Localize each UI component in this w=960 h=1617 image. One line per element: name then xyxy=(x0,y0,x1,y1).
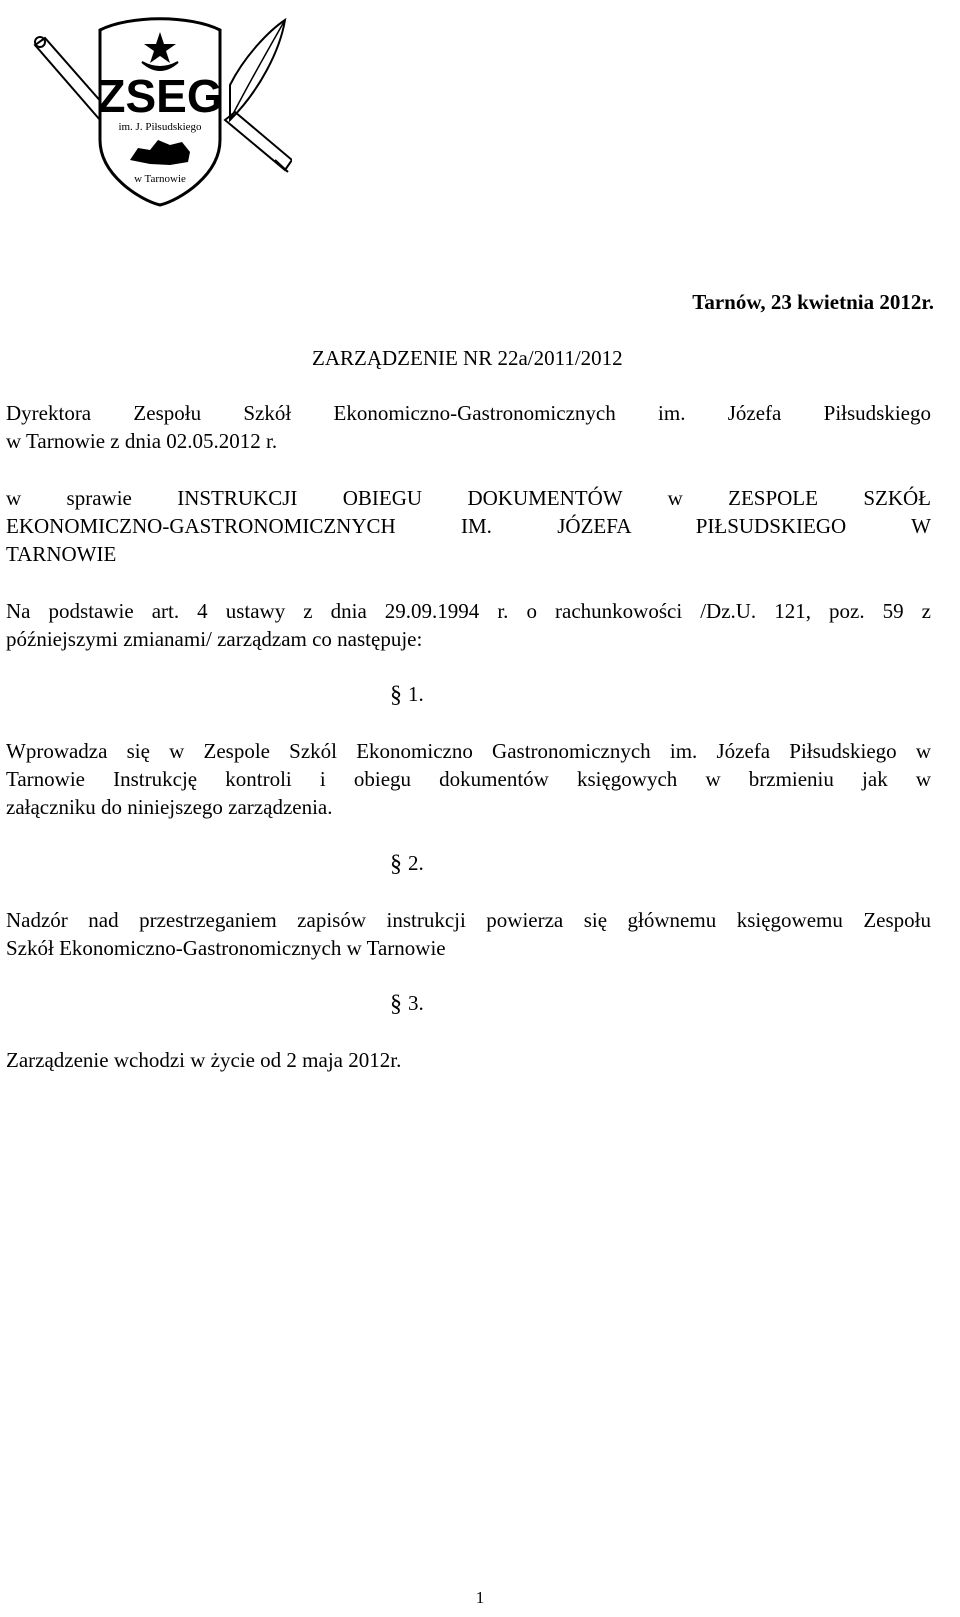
logo-patron: im. J. Piłsudskiego xyxy=(118,121,202,133)
section-3-paragraph xyxy=(6,1046,931,1074)
section-3-heading xyxy=(390,991,424,1018)
section-sign: § xyxy=(390,991,402,1017)
section-2-line-1: Nadzór nad przestrzeganiem zapisów instrukcji powierza się głównemu księgowemu Zespołu xyxy=(6,908,931,932)
section-2-heading xyxy=(390,851,424,878)
document-title: ZARZĄDZENIE NR 22a/2011/2012 xyxy=(312,346,623,370)
legal-basis-paragraph xyxy=(6,597,931,653)
basis-line-2: późniejszymi zmianami/ zarządzam co następuje: xyxy=(6,627,423,651)
section-3-line-1: Zarządzenie wchodzi w życie od 2 maja 2012r. xyxy=(6,1048,402,1072)
page-number: 1 xyxy=(475,1588,485,1607)
section-2-line-2: Szkół Ekonomiczno-Gastronomicznych w Tarnowie xyxy=(6,936,446,960)
section-number: 1. xyxy=(408,682,424,706)
section-number: 2. xyxy=(408,851,424,875)
document-date: Tarnów, 23 kwietnia 2012r. xyxy=(692,290,934,314)
section-1-line-3: załączniku do niniejszego zarządzenia. xyxy=(6,795,333,819)
logo-name: ZSEG xyxy=(97,70,223,122)
section-sign: § xyxy=(390,851,402,877)
section-sign: § xyxy=(390,682,402,708)
section-2-paragraph xyxy=(6,906,931,962)
section-1-heading xyxy=(390,682,424,709)
section-1-paragraph xyxy=(6,737,931,821)
subject-line-1: w sprawie INSTRUKCJI OBIEGU DOKUMENTÓW w ZESPOLE SZKÓŁ xyxy=(6,486,931,510)
issuer-line-1: Dyrektora Zespołu Szkół Ekonomiczno-Gastronomicznych im. Józefa Piłsudskiego xyxy=(6,401,931,425)
subject-paragraph xyxy=(6,484,931,568)
basis-line-1: Na podstawie art. 4 ustawy z dnia 29.09.1994 r. o rachunkowości /Dz.U. 121, poz. 59 z xyxy=(6,599,931,623)
section-1-line-2: Tarnowie Instrukcję kontroli i obiegu dokumentów księgowych w brzmieniu jak w xyxy=(6,767,931,791)
section-number: 3. xyxy=(408,991,424,1015)
school-crest-icon xyxy=(30,0,292,210)
subject-line-3: TARNOWIE xyxy=(6,542,117,566)
issuer-paragraph xyxy=(6,399,931,455)
section-1-line-1: Wprowadza się w Zespole Szkól Ekonomiczno Gastronomicznych im. Józefa Piłsudskiego w xyxy=(6,739,931,763)
subject-line-2: EKONOMICZNO-GASTRONOMICZNYCH IM. JÓZEFA PIŁSUDSKIEGO W xyxy=(6,514,931,538)
school-logo xyxy=(30,0,292,210)
issuer-line-2: w Tarnowie z dnia 02.05.2012 r. xyxy=(6,429,278,453)
logo-place: w Tarnowie xyxy=(134,173,186,185)
